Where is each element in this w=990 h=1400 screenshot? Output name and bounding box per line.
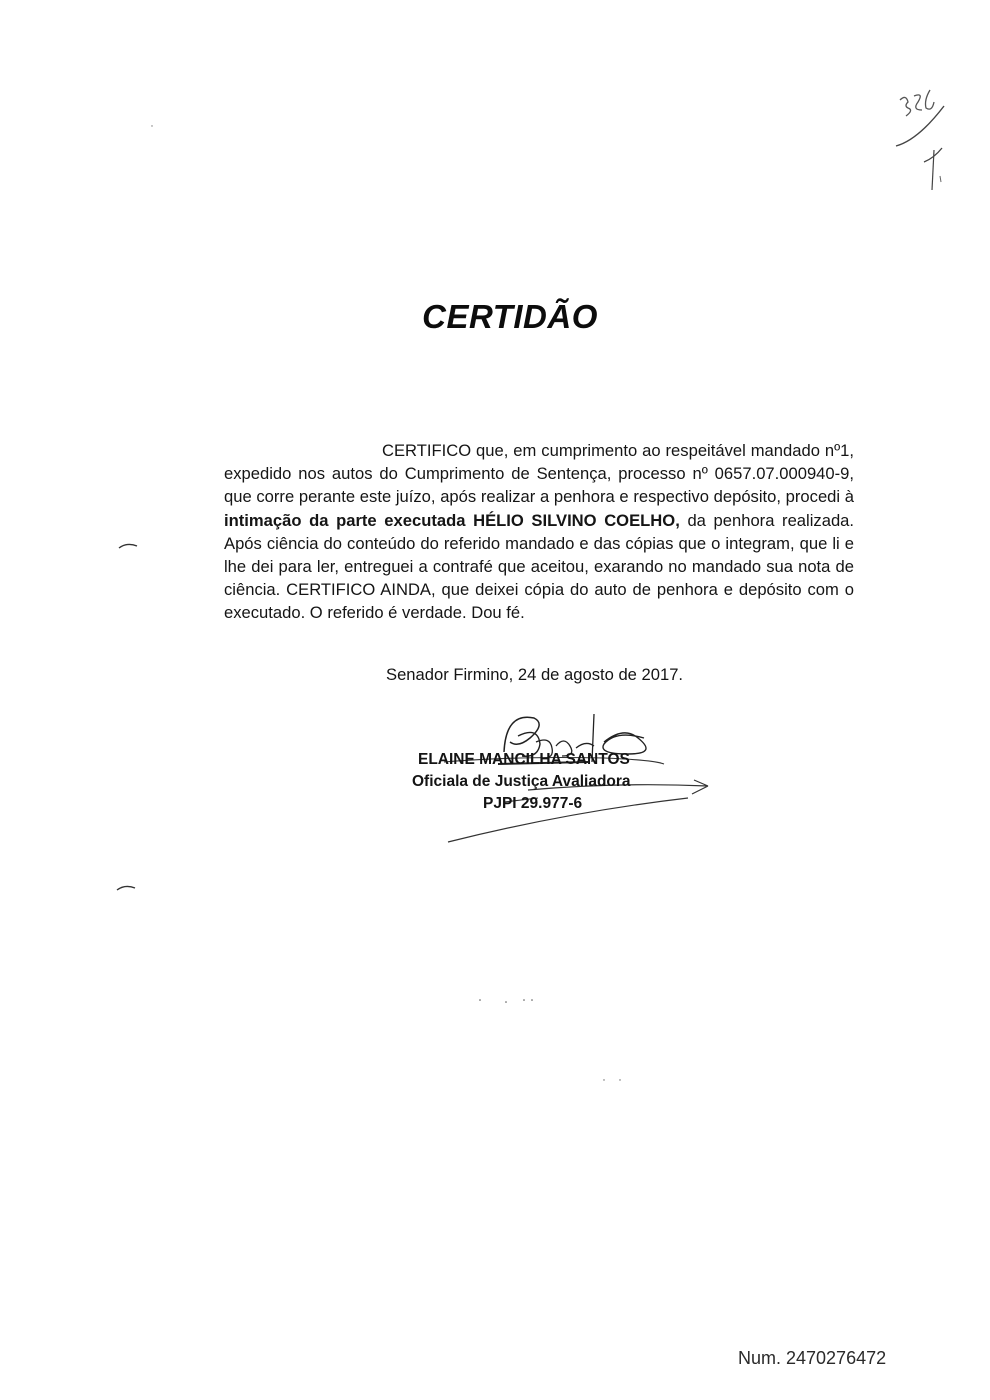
signer-role: Oficiala de Justiça Avaliadora [412,773,631,790]
folio-handwritten-mark [890,80,970,210]
body-bold-party: intimação da parte executada HÉLIO SILVINO COELHO, [224,510,680,530]
scan-speck-mark [600,1076,630,1084]
scan-speck-mark [118,540,140,552]
certificate-body [224,439,854,625]
scan-speck-mark [148,122,156,130]
folio-handwriting-icon [890,80,970,210]
body-rest: da penhora realizada. Após ciência do conteúdo do referido mandado e das cópias que o integram, que li e lhe dei para ler, entreguei a contrafé que aceitou, exarando no mandado sua nota de ciência. CERTIFICO AINDA, que deixei cópia do auto de penhora e depósito com o executado. O referido é verdade. Dou fé. [224,510,855,623]
document-title: CERTIDÃO [422,298,598,335]
scan-speck-mark [116,882,138,894]
place-and-date: Senador Firmino, 24 de agosto de 2017. [386,665,684,684]
signer-name: ELAINE MANCILHA SANTOS [418,751,630,768]
signer-registration: PJPI 29.977-6 [483,795,583,812]
scan-speck-mark [478,996,538,1006]
document-number: Num. 2470276472 [738,1348,887,1368]
signature-block [408,702,728,852]
body-intro: CERTIFICO que, em cumprimento ao respeitável mandado nº1, expedido nos autos do Cumprimento de Sentença, processo nº 0657.07.000940-9, que corre perante este juízo, após realizar a penhora e respectivo depósito, procedi à [224,441,854,507]
